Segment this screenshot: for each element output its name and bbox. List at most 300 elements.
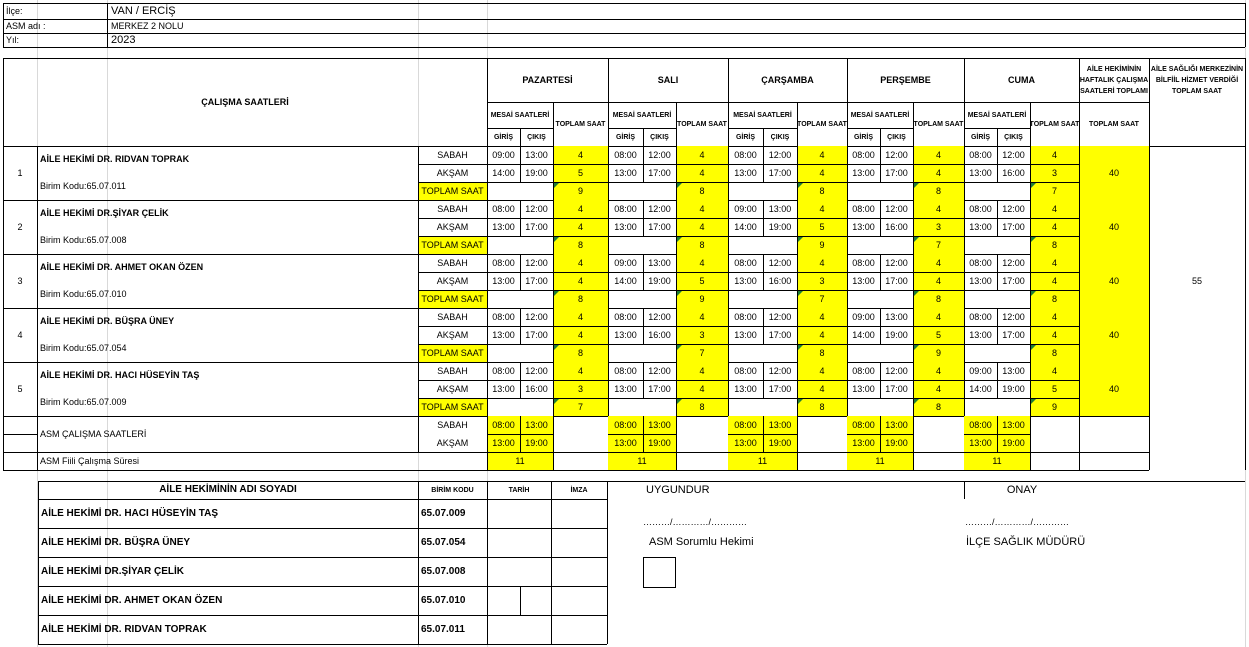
onay-label: ONAY: [1006, 483, 1038, 496]
morning-hours[interactable]: 4: [676, 146, 728, 164]
evening-hours[interactable]: 5: [797, 218, 847, 236]
giris-time[interactable]: 08:00: [852, 257, 875, 268]
cikis-time[interactable]: 17:00: [648, 383, 671, 394]
evening-hours[interactable]: 4: [676, 380, 728, 398]
weekly-total[interactable]: 40: [1079, 254, 1149, 308]
cikis-time[interactable]: 17:00: [1002, 275, 1025, 286]
grid-line: [1245, 3, 1246, 47]
grid-line: [553, 146, 554, 200]
day-total[interactable]: 8: [553, 236, 608, 254]
morning-hours[interactable]: 4: [797, 362, 847, 380]
onay-date[interactable]: ………/…………/…………: [965, 516, 1070, 527]
grid-line: [913, 308, 914, 362]
cikis-time[interactable]: 19:00: [525, 167, 548, 178]
day-total[interactable]: 9: [676, 290, 728, 308]
morning-hours[interactable]: 4: [913, 308, 964, 326]
evening-hours[interactable]: 4: [913, 380, 964, 398]
sig-doctor-code: 65.07.009: [421, 507, 466, 519]
weekly-total[interactable]: 40: [1079, 308, 1149, 362]
grid-line: [553, 200, 554, 254]
grid-line: [964, 58, 965, 146]
cikis-time[interactable]: 16:00: [525, 383, 548, 394]
evening-hours[interactable]: 4: [1030, 218, 1079, 236]
day-total[interactable]: 9: [797, 236, 847, 254]
asm-aksam-in[interactable]: 13:00: [964, 434, 997, 452]
cikis-time[interactable]: 17:00: [1002, 329, 1025, 340]
grid-line: [728, 146, 729, 416]
cikis-time[interactable]: 16:00: [648, 329, 671, 340]
cikis-time[interactable]: 12:00: [525, 365, 548, 376]
giris-time[interactable]: 13:00: [614, 329, 637, 340]
giris-time[interactable]: 08:00: [969, 257, 992, 268]
morning-hours[interactable]: 4: [797, 146, 847, 164]
giris-time[interactable]: 09:00: [852, 311, 875, 322]
grid-line: [418, 164, 1079, 165]
comment-marker: [798, 345, 803, 350]
morning-hours[interactable]: 4: [1030, 362, 1079, 380]
cikis-time[interactable]: 12:00: [885, 365, 908, 376]
day-header: SALI: [657, 74, 679, 85]
sig-sign-cell[interactable]: [551, 615, 607, 644]
giris-time[interactable]: 08:00: [614, 365, 637, 376]
grid-line: [520, 586, 521, 615]
day-total[interactable]: 8: [676, 182, 728, 200]
cikis-time[interactable]: 17:00: [885, 167, 908, 178]
day-total[interactable]: 8: [797, 182, 847, 200]
morning-hours[interactable]: 4: [676, 200, 728, 218]
asm-aksam-out[interactable]: 19:00: [520, 434, 553, 452]
giris-time[interactable]: 13:00: [969, 329, 992, 340]
cikis-time[interactable]: 12:00: [1002, 203, 1025, 214]
cikis-time[interactable]: 12:00: [885, 149, 908, 160]
comment-marker: [554, 345, 559, 350]
weekly-total[interactable]: 40: [1079, 146, 1149, 200]
grid-line: [553, 308, 554, 362]
sig-date-cell[interactable]: [487, 528, 551, 557]
giris-time[interactable]: 08:00: [734, 311, 757, 322]
grid-line: [1079, 58, 1080, 146]
cikis-time[interactable]: 17:00: [885, 383, 908, 394]
giris-time[interactable]: 13:00: [969, 221, 992, 232]
day-total[interactable]: 8: [797, 398, 847, 416]
giris-time[interactable]: 09:00: [734, 203, 757, 214]
giris-time[interactable]: 09:00: [492, 149, 515, 160]
grid-line: [763, 128, 764, 146]
asm-fiili-value[interactable]: 11: [728, 452, 797, 470]
morning-hours[interactable]: 4: [1030, 146, 1079, 164]
morning-hours[interactable]: 4: [797, 308, 847, 326]
morning-hours[interactable]: 4: [1030, 200, 1079, 218]
evening-hours[interactable]: 4: [676, 164, 728, 182]
giris-time[interactable]: 08:00: [969, 311, 992, 322]
grid-line: [418, 481, 419, 644]
cikis-time[interactable]: 13:00: [648, 257, 671, 268]
giris-time[interactable]: 09:00: [614, 257, 637, 268]
sig-date-cell[interactable]: [487, 499, 551, 528]
cikis-time[interactable]: 19:00: [768, 221, 792, 232]
asm-aksam-out[interactable]: 19:00: [643, 434, 676, 452]
cikis-time[interactable]: 12:00: [768, 311, 792, 322]
grid-line: [913, 362, 914, 416]
morning-hours[interactable]: 4: [553, 146, 608, 164]
ilce-value[interactable]: VAN / ERCİŞ: [111, 4, 176, 17]
asm-aksam-out[interactable]: 19:00: [763, 434, 797, 452]
giris-time[interactable]: 08:00: [492, 311, 515, 322]
cikis-time[interactable]: 12:00: [885, 203, 908, 214]
evening-hours[interactable]: 4: [913, 164, 964, 182]
grid-line: [797, 254, 798, 308]
evening-hours[interactable]: 4: [797, 326, 847, 344]
evening-hours[interactable]: 4: [553, 272, 608, 290]
doctor-name: AİLE HEKİMİ DR. HACI HÜSEYİN TAŞ: [40, 369, 200, 380]
comment-marker: [677, 399, 682, 404]
morning-hours[interactable]: 4: [1030, 308, 1079, 326]
center-total[interactable]: 55: [1191, 275, 1202, 286]
evening-hours[interactable]: 5: [553, 164, 608, 182]
morning-hours[interactable]: 4: [676, 254, 728, 272]
day-total[interactable]: 8: [553, 344, 608, 362]
giris-time[interactable]: 13:00: [492, 275, 515, 286]
approval-checkbox[interactable]: [643, 557, 676, 588]
day-total[interactable]: 8: [797, 344, 847, 362]
asm-label: ASM adı :: [6, 20, 46, 31]
cikis-time[interactable]: 12:00: [648, 311, 671, 322]
giris-time[interactable]: 08:00: [852, 203, 875, 214]
grid-line: [38, 615, 607, 616]
cikis-time[interactable]: 12:00: [1002, 311, 1025, 322]
toplam-saat-header: TOPLAM SAAT: [913, 120, 964, 128]
evening-hours[interactable]: 4: [1030, 326, 1079, 344]
grid-line: [1149, 416, 1150, 470]
asm-fiili-value[interactable]: 11: [964, 452, 1030, 470]
grid-line: [997, 416, 998, 452]
cikis-time[interactable]: 17:00: [525, 329, 548, 340]
cikis-time[interactable]: 19:00: [648, 275, 671, 286]
cikis-time[interactable]: 12:00: [885, 257, 908, 268]
cikis-time[interactable]: 19:00: [885, 329, 908, 340]
cikis-time[interactable]: 17:00: [768, 329, 792, 340]
sig-doctor-code: 65.07.010: [421, 594, 466, 606]
giris-time[interactable]: 08:00: [492, 203, 515, 214]
evening-hours[interactable]: 5: [676, 272, 728, 290]
morning-hours[interactable]: 4: [913, 362, 964, 380]
giris-time[interactable]: 13:00: [614, 383, 637, 394]
asm-aksam-out[interactable]: 19:00: [997, 434, 1030, 452]
birim-kodu: Birim Kodu:65.07.010: [40, 288, 127, 299]
comment-marker: [798, 399, 803, 404]
giris-time[interactable]: 13:00: [734, 329, 757, 340]
evening-hours[interactable]: 5: [1030, 380, 1079, 398]
day-total[interactable]: 8: [913, 182, 964, 200]
cikis-time[interactable]: 13:00: [885, 311, 908, 322]
asm-sabah-in[interactable]: 08:00: [847, 416, 880, 434]
evening-hours[interactable]: 3: [913, 218, 964, 236]
aksam-label: AKŞAM: [436, 383, 469, 394]
giris-time[interactable]: 13:00: [852, 383, 875, 394]
asm-sabah-out[interactable]: 13:00: [763, 416, 797, 434]
asm-fiili-value[interactable]: 11: [847, 452, 913, 470]
grid-line: [1030, 102, 1031, 146]
grid-line: [608, 102, 728, 103]
cikis-time[interactable]: 16:00: [885, 221, 908, 232]
sig-date-cell[interactable]: [487, 557, 551, 586]
morning-hours[interactable]: 4: [913, 200, 964, 218]
morning-hours[interactable]: 4: [913, 146, 964, 164]
asm-fiili-value[interactable]: 11: [608, 452, 676, 470]
giris-time[interactable]: 13:00: [492, 329, 515, 340]
cikis-time[interactable]: 12:00: [648, 365, 671, 376]
giris-header: GİRİŞ: [853, 133, 874, 141]
cikis-time[interactable]: 17:00: [768, 167, 792, 178]
cikis-time[interactable]: 12:00: [768, 257, 792, 268]
toplam-label: TOPLAM SAAT: [418, 398, 487, 416]
giris-time[interactable]: 13:00: [492, 221, 515, 232]
comment-marker: [554, 399, 559, 404]
comment-marker: [677, 345, 682, 350]
grid-line: [37, 362, 38, 416]
grid-line: [643, 416, 644, 452]
grid-line: [1149, 58, 1150, 146]
cikis-time[interactable]: 12:00: [525, 311, 548, 322]
asm-sabah-in[interactable]: 08:00: [964, 416, 997, 434]
asm-aksam-in[interactable]: 13:00: [487, 434, 520, 452]
day-total[interactable]: 8: [553, 290, 608, 308]
mesai-header: MESAİ SAATLERİ: [850, 111, 910, 119]
weekly-total[interactable]: 40: [1079, 200, 1149, 254]
ilce-mudur-label: İLÇE SAĞLIK MÜDÜRÜ: [966, 535, 1086, 548]
comment-marker: [914, 183, 919, 188]
giris-time[interactable]: 08:00: [614, 203, 637, 214]
sabah-label: SABAH: [437, 365, 468, 376]
giris-time[interactable]: 08:00: [969, 149, 992, 160]
birim-kodu: Birim Kodu:65.07.054: [40, 342, 127, 353]
cikis-time[interactable]: 19:00: [1002, 383, 1025, 394]
giris-time[interactable]: 09:00: [969, 365, 992, 376]
cikis-time[interactable]: 17:00: [1002, 221, 1025, 232]
cikis-time[interactable]: 12:00: [525, 203, 548, 214]
cikis-time[interactable]: 16:00: [1002, 167, 1025, 178]
evening-hours[interactable]: 4: [553, 218, 608, 236]
asm-fiili-value[interactable]: 11: [487, 452, 553, 470]
morning-hours[interactable]: 4: [676, 362, 728, 380]
calisma-header: ÇALIŞMA SAATLERİ: [201, 96, 289, 107]
evening-hours[interactable]: 3: [676, 326, 728, 344]
cikis-time[interactable]: 12:00: [525, 257, 548, 268]
day-total[interactable]: 7: [553, 398, 608, 416]
giris-time[interactable]: 13:00: [852, 167, 875, 178]
cikis-time[interactable]: 12:00: [768, 365, 792, 376]
giris-time[interactable]: 13:00: [614, 221, 637, 232]
sig-date-cell[interactable]: [487, 586, 551, 615]
evening-hours[interactable]: 4: [1030, 272, 1079, 290]
day-total[interactable]: 8: [1030, 344, 1079, 362]
day-total[interactable]: 7: [1030, 182, 1079, 200]
grid-line: [1079, 102, 1149, 103]
cikis-time[interactable]: 17:00: [525, 275, 548, 286]
day-total[interactable]: 9: [553, 182, 608, 200]
cikis-time[interactable]: 12:00: [768, 149, 792, 160]
evening-hours[interactable]: 3: [797, 272, 847, 290]
day-total[interactable]: 8: [1030, 290, 1079, 308]
cikis-time[interactable]: 13:00: [1002, 365, 1025, 376]
day-total[interactable]: 8: [676, 398, 728, 416]
evening-hours[interactable]: 3: [1030, 164, 1079, 182]
asm-aksam-in[interactable]: 13:00: [728, 434, 763, 452]
giris-time[interactable]: 08:00: [734, 149, 757, 160]
day-total[interactable]: 7: [676, 344, 728, 362]
grid-line: [676, 102, 677, 146]
day-total[interactable]: 9: [1030, 398, 1079, 416]
grid-line: [913, 254, 914, 308]
cikis-time[interactable]: 17:00: [648, 167, 671, 178]
grid-line: [418, 416, 419, 452]
giris-time[interactable]: 14:00: [492, 167, 515, 178]
comment-marker: [1031, 237, 1036, 242]
sabah-label: SABAH: [437, 311, 468, 322]
evening-hours[interactable]: 4: [676, 218, 728, 236]
giris-time[interactable]: 08:00: [614, 311, 637, 322]
sig-date-cell[interactable]: [487, 615, 551, 644]
morning-hours[interactable]: 4: [553, 308, 608, 326]
sabah-label: SABAH: [437, 203, 468, 214]
day-total[interactable]: 8: [913, 290, 964, 308]
grid-line: [676, 146, 677, 200]
grid-line: [3, 470, 1149, 471]
morning-hours[interactable]: 4: [913, 254, 964, 272]
day-total[interactable]: 8: [676, 236, 728, 254]
grid-line: [676, 254, 677, 308]
evening-hours[interactable]: 4: [797, 380, 847, 398]
grid-line: [763, 416, 764, 452]
giris-time[interactable]: 08:00: [969, 203, 992, 214]
toplam-saat-header: TOPLAM SAAT: [797, 120, 847, 128]
morning-hours[interactable]: 4: [553, 200, 608, 218]
giris-time[interactable]: 14:00: [614, 275, 637, 286]
evening-hours[interactable]: 4: [913, 272, 964, 290]
evening-hours[interactable]: 4: [553, 326, 608, 344]
asm-value[interactable]: MERKEZ 2 NOLU: [111, 20, 184, 31]
giris-time[interactable]: 08:00: [734, 365, 757, 376]
giris-time[interactable]: 13:00: [852, 275, 875, 286]
grid-line: [418, 326, 1079, 327]
grid-line: [38, 481, 39, 644]
giris-time[interactable]: 08:00: [492, 257, 515, 268]
asm-sabah-in[interactable]: 08:00: [487, 416, 520, 434]
weekly-total[interactable]: 40: [1079, 362, 1149, 416]
cikis-time[interactable]: 13:00: [525, 149, 548, 160]
sig-col-code: BİRİM KODU: [431, 486, 474, 494]
grid-line: [1079, 416, 1080, 470]
grid-line: [913, 416, 914, 470]
asm-sabah-in[interactable]: 08:00: [728, 416, 763, 434]
morning-hours[interactable]: 4: [676, 308, 728, 326]
cikis-time[interactable]: 17:00: [525, 221, 548, 232]
giris-time[interactable]: 13:00: [852, 221, 875, 232]
cikis-time[interactable]: 12:00: [1002, 257, 1025, 268]
day-total[interactable]: 7: [913, 236, 964, 254]
morning-hours[interactable]: 4: [553, 362, 608, 380]
asm-sabah-in[interactable]: 08:00: [608, 416, 643, 434]
day-header: CUMA: [1008, 74, 1035, 85]
grid-line: [553, 254, 554, 308]
cikis-time[interactable]: 17:00: [648, 221, 671, 232]
giris-time[interactable]: 13:00: [492, 383, 515, 394]
asm-aksam-in[interactable]: 13:00: [608, 434, 643, 452]
giris-time[interactable]: 08:00: [734, 257, 757, 268]
sig-sign-cell[interactable]: [551, 557, 607, 586]
giris-time[interactable]: 14:00: [734, 221, 757, 232]
giris-time[interactable]: 08:00: [614, 149, 637, 160]
uygundur-date[interactable]: ………/…………/…………: [643, 516, 748, 527]
morning-hours[interactable]: 4: [797, 254, 847, 272]
grid-line: [676, 308, 677, 362]
day-total[interactable]: 9: [913, 344, 964, 362]
sig-sign-cell[interactable]: [551, 528, 607, 557]
cikis-time[interactable]: 16:00: [768, 275, 792, 286]
day-total[interactable]: 7: [797, 290, 847, 308]
sig-sign-cell[interactable]: [551, 586, 607, 615]
asm-sabah-out[interactable]: 13:00: [643, 416, 676, 434]
giris-time[interactable]: 08:00: [852, 365, 875, 376]
comment-marker: [914, 345, 919, 350]
giris-time[interactable]: 13:00: [734, 383, 757, 394]
giris-time[interactable]: 13:00: [614, 167, 637, 178]
cikis-time[interactable]: 12:00: [648, 203, 671, 214]
asm-sabah-out[interactable]: 13:00: [880, 416, 913, 434]
giris-header: GİRİŞ: [970, 133, 991, 141]
grid-line: [418, 236, 1079, 237]
giris-time[interactable]: 14:00: [852, 329, 875, 340]
morning-hours[interactable]: 4: [1030, 254, 1079, 272]
cikis-time[interactable]: 17:00: [768, 383, 792, 394]
morning-hours[interactable]: 4: [797, 200, 847, 218]
grid-line: [608, 58, 609, 146]
giris-time[interactable]: 13:00: [734, 167, 757, 178]
comment-marker: [1031, 345, 1036, 350]
grid-line: [1030, 254, 1031, 308]
cikis-time[interactable]: 17:00: [885, 275, 908, 286]
asm-sabah-out[interactable]: 13:00: [520, 416, 553, 434]
cikis-time[interactable]: 13:00: [768, 203, 792, 214]
aksam-label: AKŞAM: [436, 167, 469, 178]
giris-time[interactable]: 13:00: [969, 275, 992, 286]
evening-hours[interactable]: 4: [797, 164, 847, 182]
grid-line: [880, 416, 881, 452]
yil-value[interactable]: 2023: [111, 33, 136, 46]
sig-sign-cell[interactable]: [551, 499, 607, 528]
asm-sabah-out[interactable]: 13:00: [997, 416, 1030, 434]
cikis-time[interactable]: 12:00: [1002, 149, 1025, 160]
day-total[interactable]: 8: [913, 398, 964, 416]
asm-aksam-out[interactable]: 19:00: [880, 434, 913, 452]
giris-time[interactable]: 14:00: [969, 383, 992, 394]
evening-hours[interactable]: 5: [913, 326, 964, 344]
ilce-label: İlçe:: [6, 5, 23, 16]
giris-time[interactable]: 08:00: [492, 365, 515, 376]
morning-hours[interactable]: 4: [553, 254, 608, 272]
evening-hours[interactable]: 3: [553, 380, 608, 398]
giris-time[interactable]: 08:00: [852, 149, 875, 160]
center-total-header: BİLFİİL HİZMET VERDİĞİ: [1155, 77, 1239, 84]
asm-aksam-in[interactable]: 13:00: [847, 434, 880, 452]
day-header: PAZARTESİ: [522, 74, 573, 85]
giris-time[interactable]: 13:00: [734, 275, 757, 286]
day-total[interactable]: 8: [1030, 236, 1079, 254]
grid-line: [37, 254, 38, 308]
cikis-time[interactable]: 12:00: [648, 149, 671, 160]
birim-kodu: Birim Kodu:65.07.009: [40, 396, 127, 407]
giris-time[interactable]: 13:00: [969, 167, 992, 178]
